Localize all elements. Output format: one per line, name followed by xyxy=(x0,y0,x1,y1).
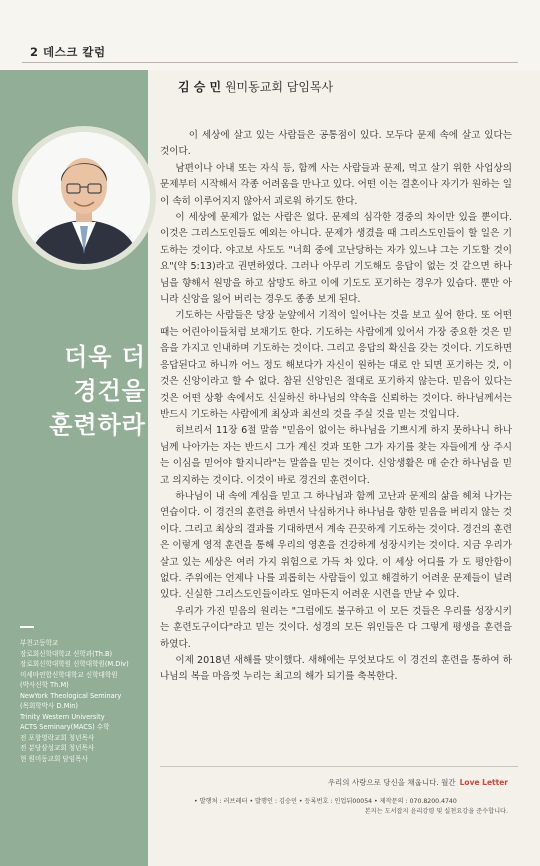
body-paragraph: 이 세상에 살고 있는 사람들은 공통점이 있다. 모두다 문제 속에 살고 있다는 것이다. xyxy=(160,130,512,158)
author-bio xyxy=(20,638,148,764)
bio-line: Trinity Western University xyxy=(20,712,105,721)
bio-line: ACTS Seminary(MACS) 수학 xyxy=(20,723,110,731)
author-photo xyxy=(18,132,150,264)
header-divider xyxy=(22,62,518,63)
page-header xyxy=(0,0,540,70)
title-line: 경건을 xyxy=(73,377,146,405)
article-title xyxy=(14,340,146,442)
bio-line: 미세마연합신학대학교 신학대학원 xyxy=(20,670,118,679)
bio-line: (박사신학 Th.M) xyxy=(20,681,69,689)
title-line: 훈련하라 xyxy=(49,411,146,439)
bio-line: 전 분당삼성교회 청년목사 xyxy=(20,744,95,752)
body-paragraph: 남편이나 아내 또는 자식 등, 함께 사는 사람들과 문제, 먹고 살기 위한 사업상의 문제부터 시작해서 각종 어려움을 만나고 있다. 어떤 이는 결혼이나 자기가 원하는 일이 속히 이루어지지 않아서 괴로워 하기도 한다. xyxy=(160,162,512,207)
bio-line: 현 원미동교회 담임목사 xyxy=(20,754,88,763)
publication-info xyxy=(194,797,508,817)
bio-line: (목회학박사 D.Min) xyxy=(20,702,78,710)
body-paragraph: 히브리서 11장 6절 말씀 "믿음이 없이는 하나님을 기쁘시게 하지 못하나니 하나님께 나아가는 자는 반드시 그가 계신 것과 또한 그가 자기를 찾는 자들에게 상 주시는 이심을 믿어야 할지니라"는 말씀을 믿는 것이다. 신앙생활은 매 순간 하나님을 믿고 의지하는 것이다. 이것이 바로 경건의 훈련이다. xyxy=(160,425,512,486)
author-name: 김 승 민 xyxy=(178,80,222,94)
ethics-notice: 본지는 도서잡지 윤리강령 및 실천요강을 준수합니다. xyxy=(364,808,508,815)
bio-line: 장로회신학대학교 신학과(Th.B) xyxy=(20,649,113,658)
bio-line: 부천고등학교 xyxy=(20,639,59,647)
author-line xyxy=(178,78,333,95)
bio-line: 전 포항영락교회 청년목사 xyxy=(20,733,95,742)
bio-line: 장로회신학대학원 신학대학원(M.Div) xyxy=(20,660,129,668)
author-role: 원미동교회 담임목사 xyxy=(221,80,334,94)
tagline-text: 우리의 사랑으로 당신을 채웁니다. 월간 xyxy=(327,778,456,787)
page-footer xyxy=(160,766,518,827)
portrait-image xyxy=(18,132,150,264)
body-paragraph: 이제 2018년 새해를 맞이했다. 새해에는 무엇보다도 이 경건의 훈련을 통하여 하나님의 복을 마음껏 누리는 최고의 해가 되기를 축복한다. xyxy=(160,655,512,683)
footer-tagline xyxy=(328,777,508,788)
bio-divider xyxy=(20,626,34,628)
publisher-info: • 발행처 : 러브레터 • 발행인 : 김승민 • 등록번호 : 인업뒤00054 • 제작문의 : 070.8200.4740 xyxy=(194,798,457,805)
brand-name: Love Letter xyxy=(459,778,508,787)
bio-line: NewYork Theological Seminary xyxy=(20,691,122,700)
body-paragraph: 기도하는 사람들은 당장 눈앞에서 기적이 일어나는 것을 보고 싶어 한다. 또 어떤 때는 어린아이들처럼 보채기도 한다. 기도하는 사람에게 있어서 가장 중요한 것은 믿음을 가지고 인내하며 기도하는 것이다. 그리고 응답의 확신을 갖는 것이다. 기도하면 응답된다고 하니까 어느 정도 해보다가 자신이 원하는 대로 안 되면 포기하는 것, 이것은 신앙이라고 할 수 없다. 참된 신앙인은 절대로 포기하지 않는다. 믿음이 있다는 것은 어떤 상황 속에서도 신실하신 하나님의 약속을 신뢰하는 것이다. 하나님께서는 반드시 기도하는 사람에게 최상과 최선의 것을 주실 것을 믿는 것입니다. xyxy=(160,310,512,420)
body-paragraph: 이 세상에 문제가 없는 사람은 없다. 문제의 심각한 경중의 차이만 있을 뿐이다. 이것은 그리스도인들도 예외는 아니다. 문제가 생겼을 때 그리스도인들이 할 일은 기도하는 것이다. 야고보 사도도 "너희 중에 고난당하는 자가 있느냐 그는 기도할 것이요"(약 5:13)라고 권면하였다. 그러나 아무리 기도해도 응답이 없는 것 같으면 하나님을 향해서 원망을 하고 삼망도 하고 이에 기도도 포기하는 경우가 있습다. 뿐만 아니라 신앙을 잃어 버리는 경우도 종종 보게 된다. xyxy=(160,212,512,306)
body-paragraph: 우리가 가진 믿음의 원리는 "그럼에도 불구하고 이 모든 것들은 우리를 성장시키는 훈련도구이다"라고 믿는 것이다. 성경의 모든 위인들은 다 그렇게 평생을 훈련을 하였다. xyxy=(160,605,512,650)
body-paragraph: 하나님이 내 속에 계심을 믿고 그 하나님과 함께 고난과 문제의 삶을 헤쳐 나가는 연습이다. 이 경건의 훈련을 하면서 낙심하거나 하나님을 향한 믿음을 버리지 않는 것이다. 그리고 최상의 결과를 기대하면서 계속 끈끗하게 기도하는 것이다. 경건의 훈련은 이렇게 영적 훈련을 통해 우리의 영혼을 건강하게 성장시키는 것이다. 지금 우리가 살고 있는 세상은 여러 가지 위험으로 가득 차 있다. 이 세상 어디를 가 도 평안함이 없다. 주위에는 언제나 나를 괴롭히는 사람들이 있고 해결하기 어려운 문제들이 널려 있다. 신실한 그리스도인들이라도 얼마든지 어려운 시련을 만날 수 있다. xyxy=(160,490,512,601)
title-line: 더욱 더 xyxy=(64,343,146,371)
article-body xyxy=(160,128,512,686)
page-label: 2 데스크 칼럼 xyxy=(30,45,106,59)
